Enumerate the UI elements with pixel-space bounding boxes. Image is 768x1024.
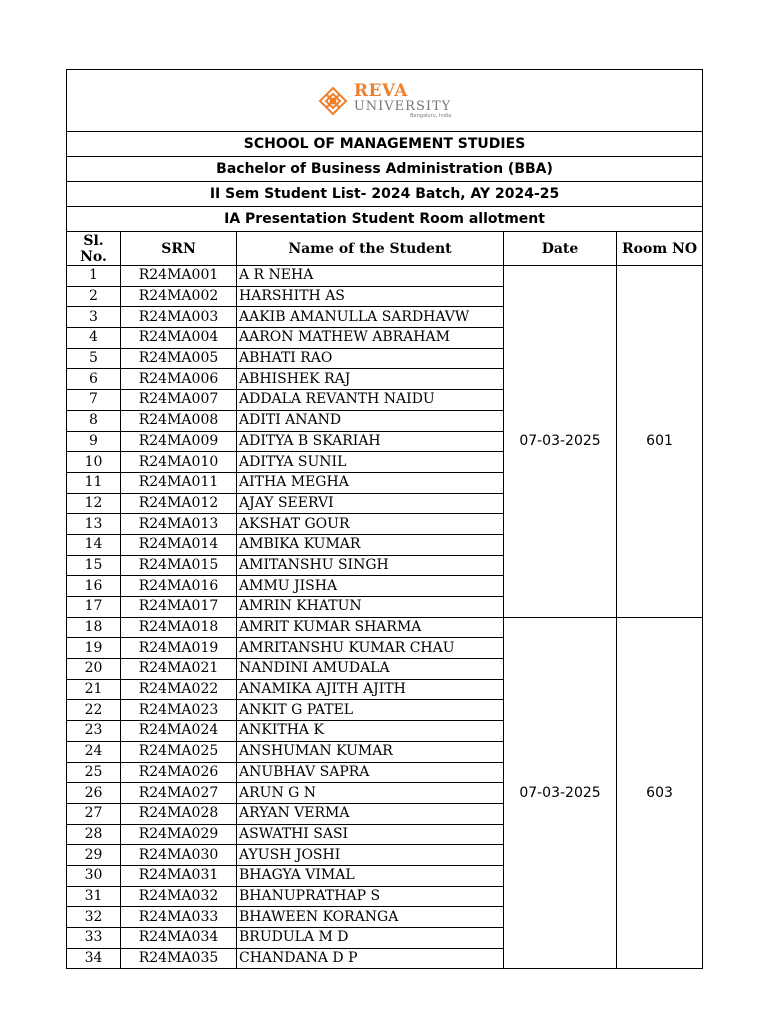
srn-cell: R24MA017 <box>121 597 237 618</box>
srn-cell: R24MA032 <box>121 886 237 907</box>
logo-cell <box>67 70 703 132</box>
sl-cell: 30 <box>67 865 121 886</box>
srn-cell: R24MA022 <box>121 679 237 700</box>
logo-name: REVA <box>353 81 408 101</box>
srn-cell: R24MA034 <box>121 928 237 949</box>
srn-cell: R24MA031 <box>121 865 237 886</box>
srn-cell: R24MA029 <box>121 824 237 845</box>
student-name-cell: ANKIT G PATEL <box>237 700 504 721</box>
student-name-cell: BRUDULA M D <box>237 928 504 949</box>
sl-cell: 27 <box>67 803 121 824</box>
srn-cell: R24MA012 <box>121 493 237 514</box>
sl-cell: 9 <box>67 431 121 452</box>
sl-cell: 17 <box>67 597 121 618</box>
student-name-cell: ARUN G N <box>237 783 504 804</box>
sl-cell: 19 <box>67 638 121 659</box>
sl-cell: 33 <box>67 928 121 949</box>
sl-cell: 29 <box>67 845 121 866</box>
srn-cell: R24MA035 <box>121 948 237 969</box>
student-name-cell: ABHATI RAO <box>237 348 504 369</box>
student-name-cell: AMRITANSHU KUMAR CHAU <box>237 638 504 659</box>
student-name-cell: AMMU JISHA <box>237 576 504 597</box>
student-name-cell: AARON MATHEW ABRAHAM <box>237 328 504 349</box>
sl-cell: 8 <box>67 410 121 431</box>
srn-cell: R24MA030 <box>121 845 237 866</box>
student-name-cell: AAKIB AMANULLA SARDHAVW <box>237 307 504 328</box>
student-name-cell: AITHA MEGHA <box>237 472 504 493</box>
date-cell: 07-03-2025 <box>504 266 617 618</box>
student-name-cell: AMBIKA KUMAR <box>237 534 504 555</box>
student-name-cell: ADITYA B SKARIAH <box>237 431 504 452</box>
col-header-date: Date <box>504 232 617 266</box>
srn-cell: R24MA027 <box>121 783 237 804</box>
sl-cell: 7 <box>67 390 121 411</box>
sl-cell: 16 <box>67 576 121 597</box>
sl-cell: 23 <box>67 721 121 742</box>
student-name-cell: BHANUPRATHAP S <box>237 886 504 907</box>
srn-cell: R24MA015 <box>121 555 237 576</box>
table-row <box>67 266 703 287</box>
sl-cell: 2 <box>67 286 121 307</box>
srn-cell: R24MA018 <box>121 617 237 638</box>
sl-cell: 4 <box>67 328 121 349</box>
srn-cell: R24MA010 <box>121 452 237 473</box>
sl-cell: 14 <box>67 534 121 555</box>
srn-cell: R24MA033 <box>121 907 237 928</box>
sl-cell: 3 <box>67 307 121 328</box>
srn-cell: R24MA028 <box>121 803 237 824</box>
srn-cell: R24MA024 <box>121 721 237 742</box>
srn-cell: R24MA002 <box>121 286 237 307</box>
sl-cell: 13 <box>67 514 121 535</box>
sl-cell: 31 <box>67 886 121 907</box>
sl-cell: 22 <box>67 700 121 721</box>
sl-cell: 28 <box>67 824 121 845</box>
sl-cell: 5 <box>67 348 121 369</box>
student-name-cell: ANUBHAV SAPRA <box>237 762 504 783</box>
student-name-cell: HARSHITH AS <box>237 286 504 307</box>
student-name-cell: AMITANSHU SINGH <box>237 555 504 576</box>
sl-cell: 34 <box>67 948 121 969</box>
table-row <box>67 617 703 638</box>
student-name-cell: BHAGYA VIMAL <box>237 865 504 886</box>
date-cell: 07-03-2025 <box>504 617 617 969</box>
student-name-cell: ADITYA SUNIL <box>237 452 504 473</box>
allotment-table <box>66 69 703 969</box>
sl-cell: 15 <box>67 555 121 576</box>
university-logo <box>318 83 451 119</box>
logo-location: Bengaluru, India <box>410 113 452 119</box>
student-name-cell: ARYAN VERMA <box>237 803 504 824</box>
student-name-cell: CHANDANA D P <box>237 948 504 969</box>
sl-cell: 18 <box>67 617 121 638</box>
sl-cell: 25 <box>67 762 121 783</box>
student-name-cell: AYUSH JOSHI <box>237 845 504 866</box>
srn-cell: R24MA003 <box>121 307 237 328</box>
srn-cell: R24MA014 <box>121 534 237 555</box>
srn-cell: R24MA019 <box>121 638 237 659</box>
student-name-cell: ASWATHI SASI <box>237 824 504 845</box>
col-header-name: Name of the Student <box>237 232 504 266</box>
student-name-cell: BHAWEEN KORANGA <box>237 907 504 928</box>
student-name-cell: ADITI ANAND <box>237 410 504 431</box>
col-header-sl: Sl. No. <box>67 232 121 266</box>
col-header-srn: SRN <box>121 232 237 266</box>
srn-cell: R24MA021 <box>121 659 237 680</box>
school-title: SCHOOL OF MANAGEMENT STUDIES <box>67 132 703 157</box>
allotment-title: IA Presentation Student Room allotment <box>67 207 703 232</box>
student-name-cell: NANDINI AMUDALA <box>237 659 504 680</box>
student-name-cell: ANKITHA K <box>237 721 504 742</box>
sl-cell: 32 <box>67 907 121 928</box>
sl-cell: 24 <box>67 741 121 762</box>
srn-cell: R24MA023 <box>121 700 237 721</box>
srn-cell: R24MA005 <box>121 348 237 369</box>
student-name-cell: AMRIN KHATUN <box>237 597 504 618</box>
sl-cell: 1 <box>67 266 121 287</box>
srn-cell: R24MA004 <box>121 328 237 349</box>
sl-cell: 26 <box>67 783 121 804</box>
batch-title: II Sem Student List- 2024 Batch, AY 2024-25 <box>67 182 703 207</box>
student-name-cell: AJAY SEERVI <box>237 493 504 514</box>
student-name-cell: ABHISHEK RAJ <box>237 369 504 390</box>
student-name-cell: AMRIT KUMAR SHARMA <box>237 617 504 638</box>
srn-cell: R24MA011 <box>121 472 237 493</box>
sl-cell: 11 <box>67 472 121 493</box>
room-cell: 603 <box>617 617 703 969</box>
col-header-room: Room NO <box>617 232 703 266</box>
student-name-cell: ANSHUMAN KUMAR <box>237 741 504 762</box>
srn-cell: R24MA001 <box>121 266 237 287</box>
logo-sub: UNIVERSITY <box>353 99 452 114</box>
srn-cell: R24MA016 <box>121 576 237 597</box>
student-name-cell: A R NEHA <box>237 266 504 287</box>
student-name-cell: AKSHAT GOUR <box>237 514 504 535</box>
sl-cell: 6 <box>67 369 121 390</box>
reva-knot-icon <box>318 86 348 116</box>
student-name-cell: ADDALA REVANTH NAIDU <box>237 390 504 411</box>
srn-cell: R24MA013 <box>121 514 237 535</box>
room-cell: 601 <box>617 266 703 618</box>
allotment-sheet <box>66 69 702 969</box>
sl-cell: 21 <box>67 679 121 700</box>
srn-cell: R24MA007 <box>121 390 237 411</box>
sl-cell: 10 <box>67 452 121 473</box>
sl-cell: 12 <box>67 493 121 514</box>
srn-cell: R24MA008 <box>121 410 237 431</box>
program-title: Bachelor of Business Administration (BBA) <box>67 157 703 182</box>
srn-cell: R24MA026 <box>121 762 237 783</box>
srn-cell: R24MA006 <box>121 369 237 390</box>
sl-cell: 20 <box>67 659 121 680</box>
srn-cell: R24MA025 <box>121 741 237 762</box>
srn-cell: R24MA009 <box>121 431 237 452</box>
student-name-cell: ANAMIKA AJITH AJITH <box>237 679 504 700</box>
